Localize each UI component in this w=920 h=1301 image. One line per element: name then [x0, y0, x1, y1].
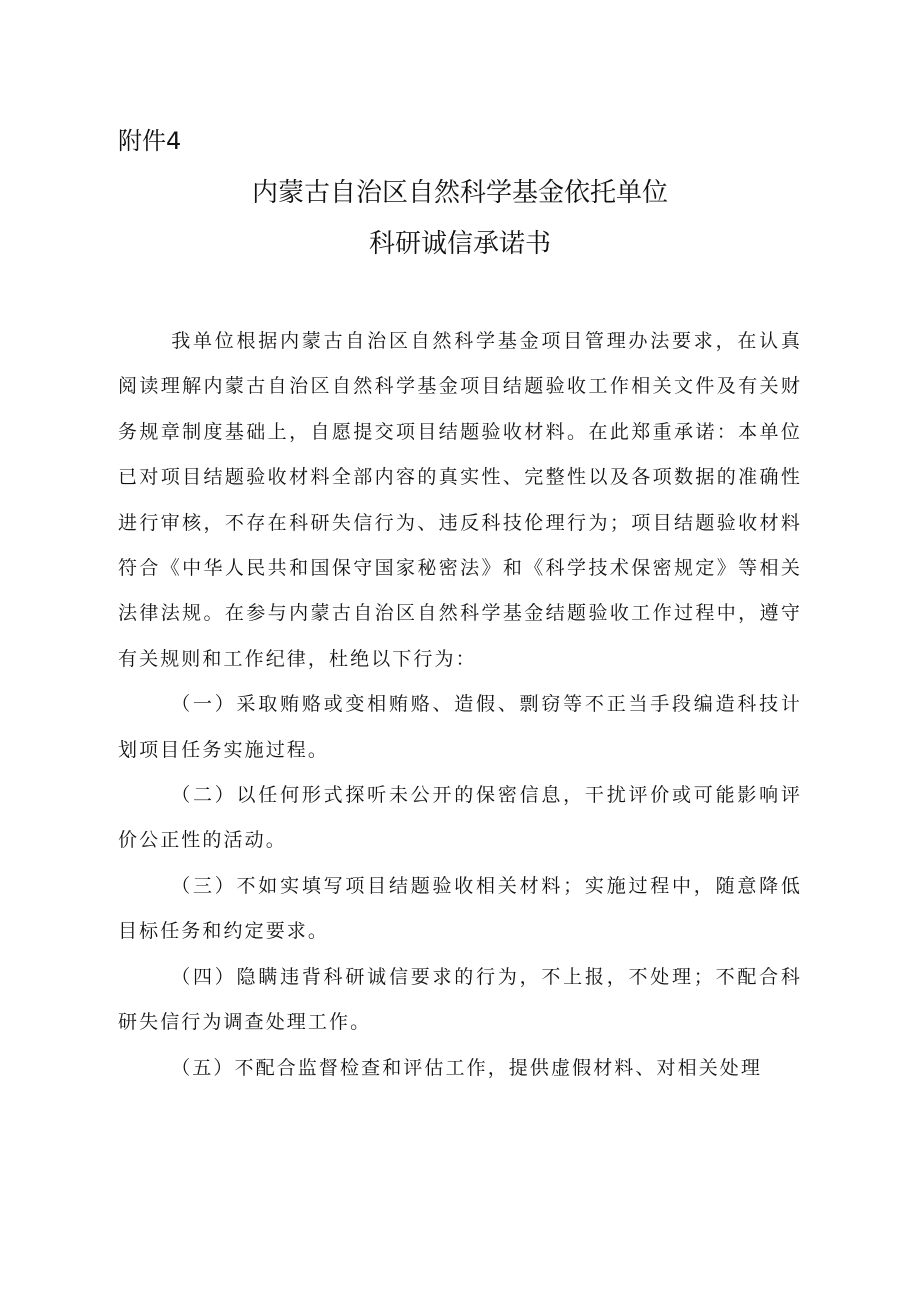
attachment-label: 附件4	[118, 127, 182, 155]
commitment-paragraph: 我单位根据内蒙古自治区自然科学基金项目管理办法要求，在认真阅读理解内蒙古自治区自然科学基金项目结题验收工作相关文件及有关财务规章制度基础上，自愿提交项目结题验收材料。在此郑重承诺：本单位已对项目结题验收材料全部内容的真实性、完整性以及各项数据的准确性进行审核，不存在科研失信行为、违反科技伦理行为；项目结题验收材料符合《中华人民共和国保守国家秘密法》和《科学技术保密规定》等相关法律法规。在参与内蒙古自治区自然科学基金结题验收工作过程中，遵守有关规则和工作纪律，杜绝以下行为：	[118, 330, 802, 670]
item-1-paragraph: （一）采取贿赂或变相贿赂、造假、剽窃等不正当手段编造科技计划项目任务实施过程。	[118, 693, 802, 761]
document-title-line1: 内蒙古自治区自然科学基金依托单位	[251, 178, 668, 208]
document-body	[118, 319, 802, 1091]
item-2-paragraph: （二）以任何形式探听未公开的保密信息，干扰评价或可能影响评价公正性的活动。	[118, 784, 802, 852]
item-3-paragraph: （三）不如实填写项目结题验收相关材料；实施过程中，随意降低目标任务和约定要求。	[118, 874, 802, 943]
document-title-line2: 科研诚信承诺书	[368, 229, 551, 259]
item-5-paragraph: （五）不配合监督检查和评估工作，提供虚假材料、对相关处理	[171, 1056, 762, 1079]
item-4-paragraph: （四）隐瞒违背科研诚信要求的行为，不上报，不处理；不配合科研失信行为调查处理工作。	[118, 965, 802, 1034]
